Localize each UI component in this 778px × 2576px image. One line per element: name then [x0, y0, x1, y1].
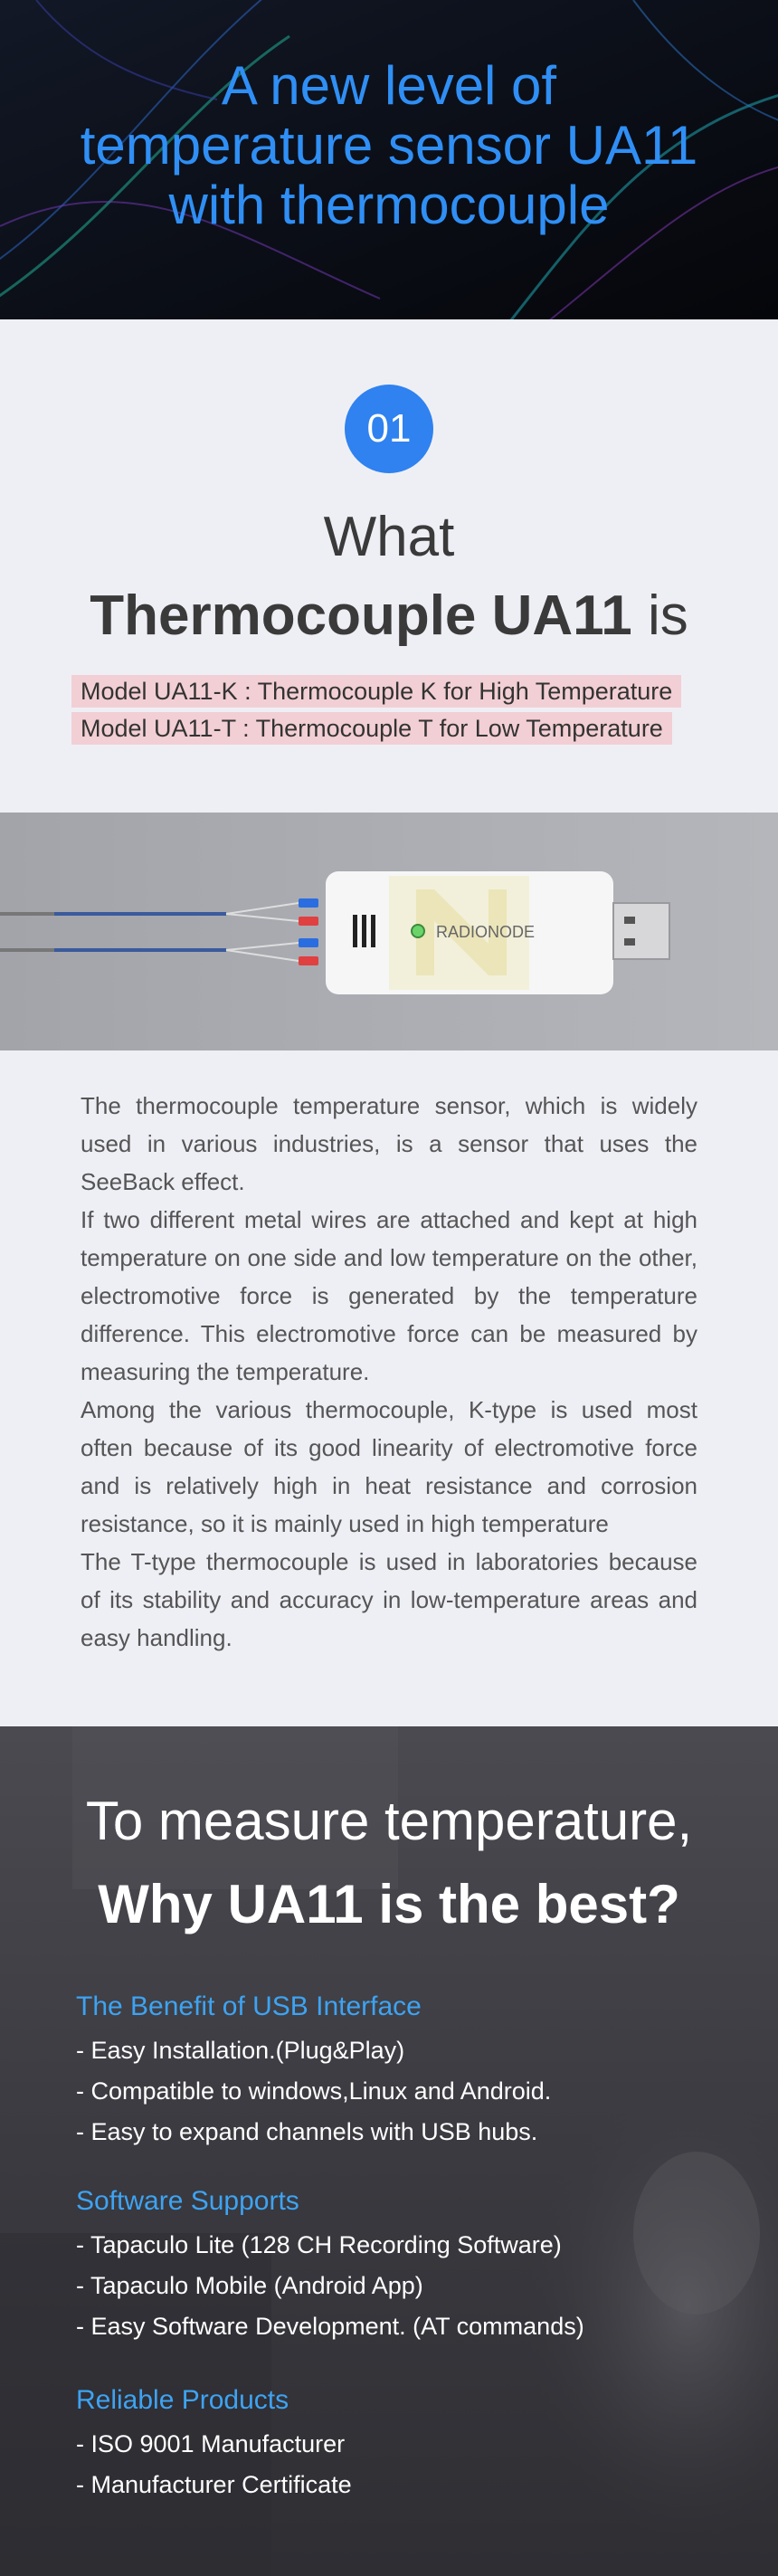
product-heading-bold: Thermocouple UA11: [90, 585, 632, 647]
product-heading: [0, 584, 778, 648]
why-heading-line-1: To measure temperature,: [85, 1791, 693, 1851]
list-item: - Tapaculo Mobile (Android App): [76, 2272, 423, 2299]
hero-title-line-2: temperature sensor UA11: [80, 115, 698, 176]
list-item: - Easy to expand channels with USB hubs.: [76, 2118, 538, 2145]
benefit-group-reliable: [76, 2382, 709, 2505]
hero-title: [0, 56, 778, 235]
list-item: - Easy Installation.(Plug&Play): [76, 2037, 405, 2064]
why-section: [0, 1726, 778, 2576]
model-t-label: Model UA11-T : Thermocouple T for Low Temperature: [71, 712, 672, 745]
description-section: [0, 1050, 778, 1726]
hero-banner: [0, 0, 778, 319]
what-section: [0, 319, 778, 813]
description-text: [81, 1087, 697, 1657]
description-paragraph: If two different metal wires are attached and kept at high temperature on one side and low temperature on the other, electromotive force is generated by the temperature difference. This electromotive force can be measured by measuring the temperature.: [81, 1206, 697, 1385]
product-image: [0, 813, 778, 1050]
benefit-group-usb: [76, 1989, 709, 2153]
group-title: The Benefit of USB Interface: [76, 1991, 422, 2021]
hero-title-line-3: with thermocouple: [168, 175, 610, 235]
status-led-icon: [412, 925, 424, 937]
model-k-label: Model UA11-K : Thermocouple K for High Temperature: [71, 675, 681, 708]
list-item: - Manufacturer Certificate: [76, 2471, 352, 2498]
description-paragraph: The thermocouple temperature sensor, which is widely used in various industries, is a sensor that uses the SeeBack effect.: [81, 1092, 697, 1195]
list-item: - Compatible to windows,Linux and Android.: [76, 2077, 552, 2105]
benefit-group-software: [76, 2183, 709, 2347]
list-item: - ISO 9001 Manufacturer: [76, 2430, 346, 2457]
why-heading-line-2: Why UA11 is the best?: [98, 1874, 680, 1934]
usb-connector-icon: [613, 903, 669, 959]
group-title: Reliable Products: [76, 2385, 289, 2415]
brand-logo: RADIONODE: [436, 923, 536, 941]
group-title: Software Supports: [76, 2186, 299, 2216]
list-item: - Tapaculo Lite (128 CH Recording Software): [76, 2231, 562, 2258]
usb-sensor-illustration: [0, 813, 778, 1050]
hero-title-line-1: A new level of: [221, 55, 557, 116]
what-heading: What: [323, 506, 455, 568]
section-number-badge: 01: [345, 385, 433, 473]
description-paragraph: The T-type thermocouple is used in laboratories because of its stability and accuracy in low-temperature areas and easy handling.: [81, 1548, 697, 1651]
list-item: - Easy Software Development. (AT commands): [76, 2313, 584, 2340]
product-heading-rest: is: [647, 585, 688, 647]
description-paragraph: Among the various thermocouple, K-type is used most often because of its good linearity of electromotive force and is relatively high in heat resistance and corrosion resistance, so it is mainly used in high temperature: [81, 1396, 697, 1537]
